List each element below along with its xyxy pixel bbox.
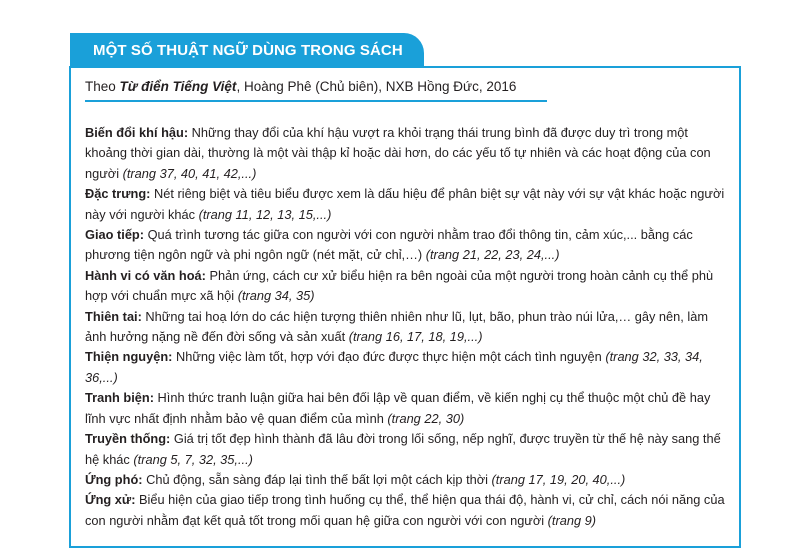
entry-page-ref: (trang 17, 19, 20, 40,...) [491, 471, 626, 487]
source-details: , Hoàng Phê (Chủ biên), NXB Hồng Đức, 2016 [236, 79, 517, 94]
source-underline [85, 100, 547, 102]
entry-definition: Phản ứng, cách cư xử biểu hiện ra bên ngoài của một người trong hoàn cảnh cụ thể phù hợp với chuẩn mực xã hội [85, 267, 714, 304]
entry-page-ref: (trang 16, 17, 18, 19,...) [348, 329, 483, 345]
glossary-entry [85, 490, 725, 531]
glossary-entry [85, 225, 725, 266]
entry-definition: Những việc làm tốt, hợp với đạo đức được thực hiện một cách tình nguyện [172, 349, 606, 365]
entry-term: Hành vi có văn hoá: [85, 267, 206, 283]
glossary-entry [85, 266, 725, 307]
source-prefix: Theo [85, 79, 120, 94]
source-book-title: Từ điển Tiếng Việt [119, 79, 237, 94]
entry-term: Đặc trưng: [85, 186, 151, 202]
watermark-fan-graphic [261, 536, 681, 548]
entry-definition: Biểu hiện của giao tiếp trong tình huống cụ thể, thể hiện qua thái độ, hành vi, cử chỉ, cách nói năng của con người nhằm đạt kết quả tốt trong mối quan hệ giữa con người với con người [85, 492, 725, 528]
entry-term: Tranh biện: [85, 390, 154, 406]
entry-term: Thiên tai: [85, 308, 142, 324]
glossary-entry [85, 429, 725, 470]
entry-page-ref: (trang 37, 40, 41, 42,...) [122, 165, 257, 181]
glossary-box [69, 66, 741, 548]
entry-definition: Những thay đổi của khí hậu vượt ra khỏi trạng thái trung bình đã được duy trì trong một khoảng thời gian dài, thường là một vài thập kỉ hoặc dài hơn, do các yếu tố tự nhiên và các hoạt động của con người [85, 125, 711, 181]
entry-definition: Nét riêng biệt và tiêu biểu được xem là dấu hiệu để phân biệt sự vật này với sự vật khác hoặc người này với người khác [85, 186, 725, 222]
entry-term: Thiện nguyện: [85, 349, 173, 365]
entry-definition: Những tai hoạ lớn do các hiện tượng thiên nhiên như lũ, lụt, bão, phun trào núi lửa,… gây nên, làm ảnh hưởng nặng nề đến đời sống và sản xuất [85, 308, 708, 345]
entry-definition: Quá trình tương tác giữa con người với con người nhằm trao đổi thông tin, cảm xúc,... bằng các phương tiện ngôn ngữ và phi ngôn ngữ (nét mặt, cử chỉ,…) [85, 227, 693, 263]
source-citation [85, 78, 516, 96]
glossary-entry [85, 307, 725, 348]
entry-term: Truyền thống: [85, 431, 171, 447]
entry-page-ref: (trang 21, 22, 23, 24,...) [425, 247, 560, 263]
glossary-list [85, 123, 725, 531]
entry-definition: Giá trị tốt đẹp hình thành đã lâu đời trong lối sống, nếp nghĩ, được truyền từ thế hệ này sang thế hệ khác [85, 431, 721, 467]
glossary-entry [85, 347, 725, 388]
entry-definition: Hình thức tranh luận giữa hai bên đối lập về quan điểm, về kiến nghị cụ thể thuộc một chủ đề hay lĩnh vực nhất định nhằm bảo vệ quan điểm của mình [85, 390, 711, 426]
glossary-entry [85, 470, 725, 490]
glossary-entry [85, 388, 725, 429]
glossary-entry [85, 184, 725, 225]
entry-page-ref: (trang 5, 7, 32, 35,...) [133, 451, 253, 467]
entry-page-ref: (trang 11, 12, 13, 15,...) [198, 206, 332, 222]
entry-term: Biến đổi khí hậu: [85, 125, 189, 140]
entry-term: Ứng phó: [85, 471, 143, 487]
entry-term: Ứng xử: [85, 492, 136, 508]
entry-definition: Chủ động, sẵn sàng đáp lại tình thế bất lợi một cách kịp thời [142, 471, 492, 487]
entry-term: Giao tiếp: [85, 227, 145, 243]
entry-page-ref: (trang 9) [547, 512, 597, 528]
entry-page-ref: (trang 34, 35) [237, 288, 315, 304]
entry-page-ref: (trang 22, 30) [387, 410, 465, 426]
section-heading: MỘT SỐ THUẬT NGỮ DÙNG TRONG SÁCH [70, 33, 424, 68]
entry-page-ref: (trang 32, 33, 34, 36,...) [85, 349, 703, 385]
glossary-entry [85, 123, 725, 184]
